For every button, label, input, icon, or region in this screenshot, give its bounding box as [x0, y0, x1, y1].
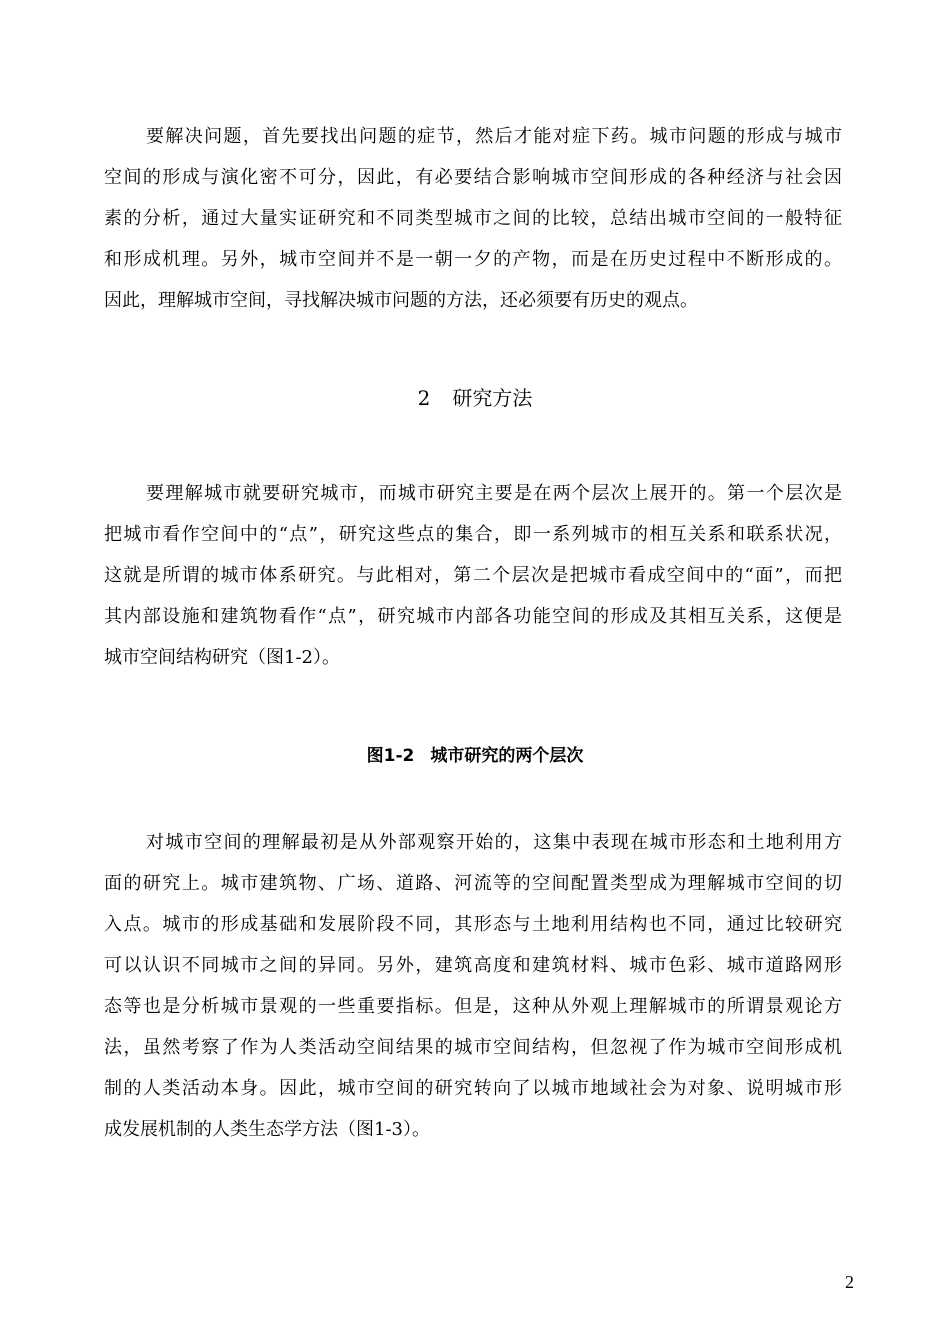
- paragraph-line: 把城市看作空间中的“点”，研究这些点的集合，即一系列城市的相互关系和联系状况，: [104, 524, 842, 545]
- paragraph-line: 态等也是分析城市景观的一些重要指标。但是，这种从外观上理解城市的所谓景观论方: [104, 996, 842, 1017]
- paragraph-line: 其内部设施和建筑物看作“点”，研究城市内部各功能空间的形成及其相互关系，这便是: [104, 606, 842, 627]
- paragraph-line: 对城市空间的理解最初是从外部观察开始的，这集中表现在城市形态和土地利用方: [146, 832, 842, 853]
- paragraph-line: 法，虽然考察了作为人类活动空间结果的城市空间结构，但忽视了作为城市空间形成机: [104, 1037, 842, 1058]
- paragraph-line: 城市空间结构研究（图1-2）。: [104, 647, 340, 668]
- paragraph-line: 要理解城市就要研究城市，而城市研究主要是在两个层次上展开的。第一个层次是: [146, 483, 842, 504]
- paragraph-line: 要解决问题，首先要找出问题的症节，然后才能对症下药。城市问题的形成与城市: [146, 126, 842, 147]
- paragraph-line: 素的分析，通过大量实证研究和不同类型城市之间的比较，总结出城市空间的一般特征: [104, 208, 842, 229]
- paragraph-line: 因此，理解城市空间，寻找解决城市问题的方法，还必须要有历史的观点。: [104, 290, 698, 311]
- paragraph-line: 面的研究上。城市建筑物、广场、道路、河流等的空间配置类型成为理解城市空间的切: [104, 873, 842, 894]
- figure-label: 图1-2: [366, 746, 415, 766]
- page-number: 2: [845, 1272, 854, 1292]
- paragraph-line: 可以认识不同城市之间的异同。另外，建筑高度和建筑材料、城市色彩、城市道路网形: [104, 955, 842, 976]
- figure-title: 城市研究的两个层次: [430, 746, 584, 766]
- paragraph-line: 制的人类活动本身。因此，城市空间的研究转向了以城市地域社会为对象、说明城市形: [104, 1078, 842, 1099]
- paragraph-line: 空间的形成与演化密不可分，因此，有必要结合影响城市空间形成的各种经济与社会因: [104, 167, 842, 188]
- paragraph-line: 这就是所谓的城市体系研究。与此相对，第二个层次是把城市看成空间中的“面”，而把: [104, 565, 842, 586]
- section-heading: [0, 383, 950, 413]
- section-title: 研究方法: [452, 386, 533, 410]
- paragraph-line: 成发展机制的人类生态学方法（图1-3）。: [104, 1119, 430, 1140]
- section-number: 2: [417, 386, 431, 410]
- paragraph-line: 入点。城市的形成基础和发展阶段不同，其形态与土地利用结构也不同，通过比较研究: [104, 914, 842, 935]
- figure-caption: [0, 743, 950, 769]
- paragraph-line: 和形成机理。另外，城市空间并不是一朝一夕的产物，而是在历史过程中不断形成的。: [104, 249, 842, 270]
